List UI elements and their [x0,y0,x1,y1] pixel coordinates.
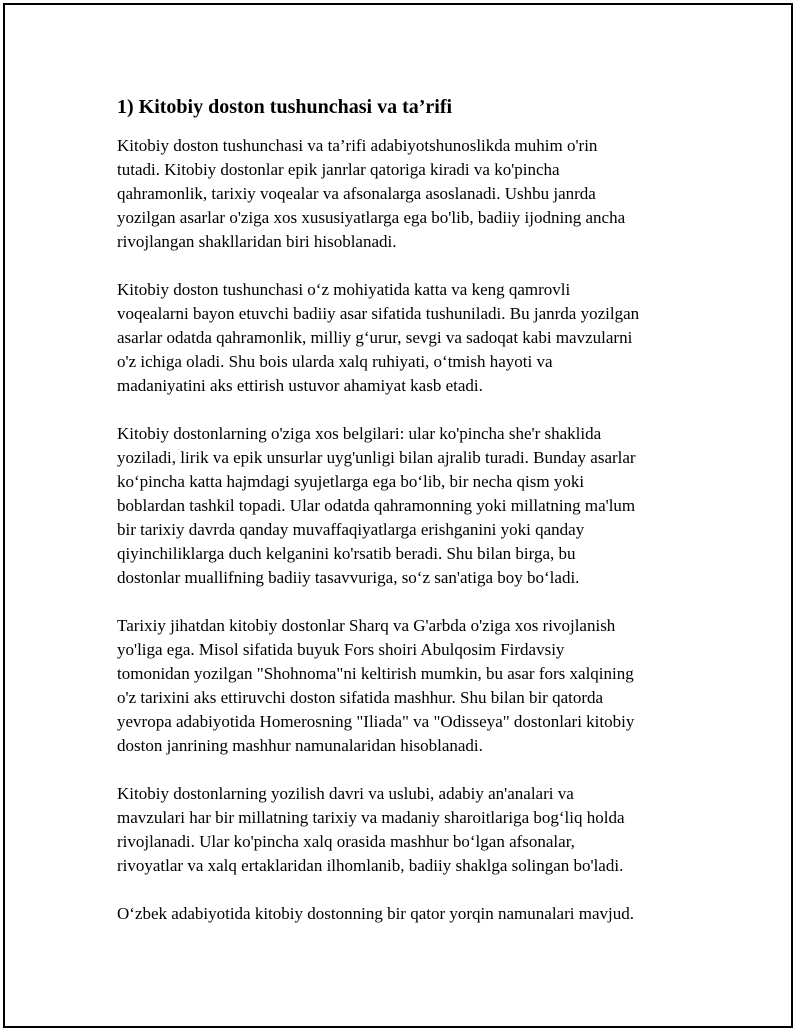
text-line: Kitobiy dostonlarning o'ziga xos belgilari: ular ko'pincha she'r shaklida [117,424,602,443]
text-line: o'z tarixini aks ettiruvchi doston sifatida mashhur. Shu bilan bir qatorda [117,688,604,707]
text-line: qahramonlik, tarixiy voqealar va afsonalarga asoslanadi. Ushbu janrda [117,184,596,203]
paragraph-4 [117,614,707,758]
text-line: Tarixiy jihatdan kitobiy dostonlar Sharq va G'arbda o'ziga xos rivojlanish [117,616,616,635]
section-heading: 1) Kitobiy doston tushunchasi va ta’rifi [117,96,453,118]
text-line: Kitobiy doston tushunchasi o‘z mohiyatida katta va keng qamrovli [117,280,571,299]
text-line: yozilgan asarlar o'ziga xos xususiyatlarga ega bo'lib, badiiy ijodning ancha [117,208,626,227]
paragraph-6 [117,902,707,926]
paragraph-1 [117,134,707,254]
text-line: yevropa adabiyotida Homerosning "Iliada" va "Odisseya" dostonlari kitobiy [117,712,635,731]
paragraph-2 [117,278,707,398]
text-line: voqealarni bayon etuvchi badiiy asar sifatida tushuniladi. Bu janrda yozilgan [117,304,640,323]
text-line: bir tarixiy davrda qanday muvaffaqiyatlarga erishganini yoki qanday [117,520,585,539]
text-line: rivoyatlar va xalq ertaklaridan ilhomlanib, badiiy shaklga solingan bo'ladi. [117,856,624,875]
text-line: mavzulari har bir millatning tarixiy va madaniy sharoitlariga bog‘liq holda [117,808,625,827]
text-line: boblardan tashkil topadi. Ular odatda qahramonning yoki millatning ma'lum [117,496,636,515]
text-line: tutadi. Kitobiy dostonlar epik janrlar qatoriga kiradi va ko'pincha [117,160,560,179]
text-line: rivojlanadi. Ular ko'pincha xalq orasida mashhur bo‘lgan afsonalar, [117,832,575,851]
text-line: Kitobiy dostonlarning yozilish davri va uslubi, adabiy an'analari va [117,784,574,803]
text-line: rivojlangan shakllaridan biri hisoblanadi. [117,232,397,251]
document-body [117,94,707,950]
text-line: yo'liga ega. Misol sifatida buyuk Fors shoiri Abulqosim Firdavsiy [117,640,565,659]
text-line: tomonidan yozilgan "Shohnoma"ni keltirish mumkin, bu asar fors xalqining [117,664,634,683]
text-line: ko‘pincha katta hajmdagi syujetlarga ega bo‘lib, bir necha qism yoki [117,472,585,491]
text-line: madaniyatini aks ettirish ustuvor ahamiyat kasb etadi. [117,376,483,395]
text-line: doston janrining mashhur namunalaridan hisoblanadi. [117,736,483,755]
text-line: Kitobiy doston tushunchasi va ta’rifi adabiyotshunoslikda muhim o'rin [117,136,598,155]
text-line: o'z ichiga oladi. Shu bois ularda xalq ruhiyati, o‘tmish hayoti va [117,352,553,371]
paragraph-3 [117,422,707,590]
paragraph-5 [117,782,707,878]
text-line: asarlar odatda qahramonlik, milliy g‘urur, sevgi va sadoqat kabi mavzularni [117,328,633,347]
text-line: O‘zbek adabiyotida kitobiy dostonning bir qator yorqin namunalari mavjud. [117,904,634,923]
text-line: qiyinchiliklarga duch kelganini ko'rsatib beradi. Shu bilan birga, bu [117,544,576,563]
text-line: dostonlar muallifning badiiy tasavvuriga, so‘z san'atiga boy bo‘ladi. [117,568,580,587]
text-line: yoziladi, lirik va epik unsurlar uyg'unligi bilan ajralib turadi. Bunday asarlar [117,448,636,467]
